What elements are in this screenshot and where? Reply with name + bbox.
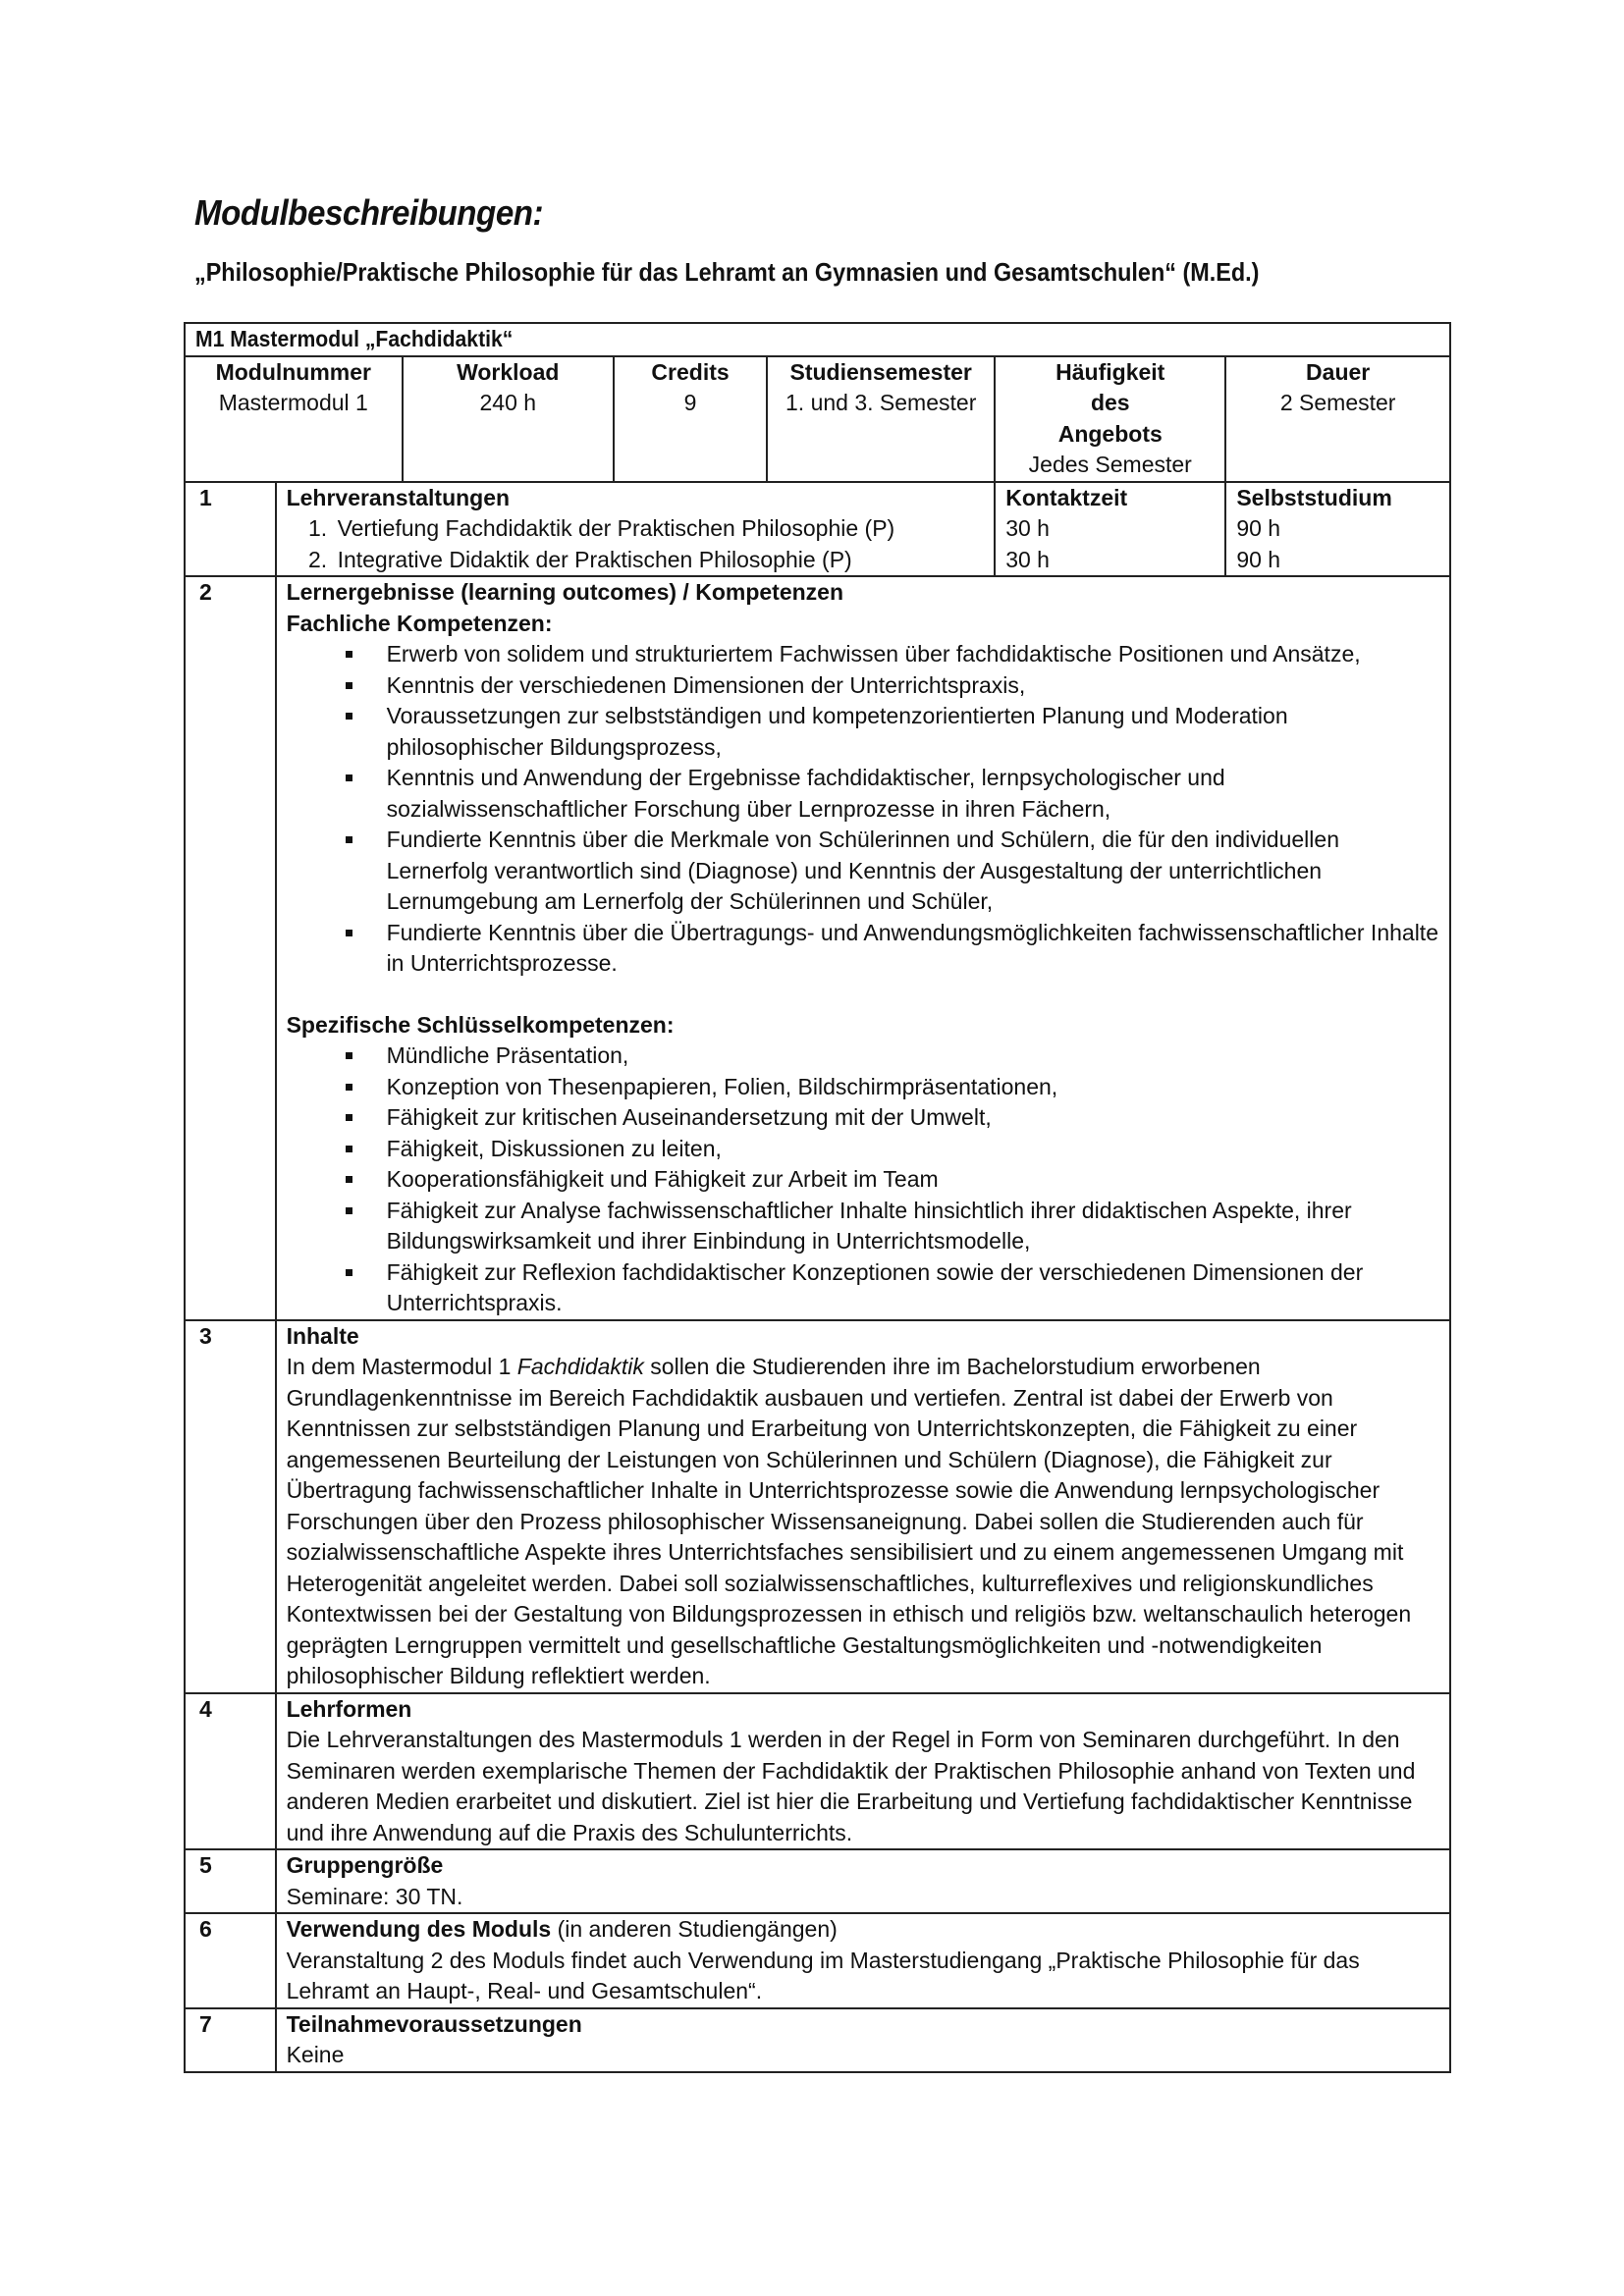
row-number: 1: [185, 482, 276, 577]
self-study-value: 90 h: [1236, 546, 1281, 572]
module-table: [184, 322, 1451, 2073]
bullet-icon: [346, 1114, 352, 1121]
list-item: Erwerb von solidem und strukturiertem Fachwissen über fachdidaktische Positionen und Ansätze,: [346, 639, 1443, 670]
self-study-value: 90 h: [1236, 515, 1281, 541]
row-number: 3: [185, 1320, 276, 1693]
row-text: Seminare: 30 TN.: [286, 1883, 463, 1909]
list-item: 2. Integrative Didaktik der Praktischen Philosophie (P): [334, 545, 989, 576]
list-item: Fundierte Kenntnis über die Merkmale von Schülerinnen und Schülern, die für den individuellen Lernerfolg verantwortlich sind (Diagnose) und Kenntnis der Ausgestaltung der unterrichtlichen Lernumgebung am Lernerfolg der Schülerinnen und Schüler,: [346, 825, 1443, 918]
row-lehrformen: [185, 1693, 1450, 1850]
bullet-icon: [346, 1269, 352, 1276]
bullet-icon: [346, 682, 352, 689]
row-number: 2: [185, 576, 276, 1320]
list-item: Fähigkeit zur Reflexion fachdidaktischer Konzeptionen sowie der verschiedenen Dimensionen der Unterrichtspraxis.: [346, 1257, 1443, 1319]
row-lernergebnisse: [185, 576, 1450, 1320]
course-list: [287, 513, 989, 575]
fachliche-kompetenzen-list: [287, 639, 1443, 980]
module-heading-row: [185, 323, 1450, 356]
row-label: Gruppengröße: [286, 1852, 444, 1878]
list-item: Fähigkeit zur Analyse fachwissenschaftlicher Inhalte hinsichtlich ihrer didaktischen Aspekte, ihrer Bildungswirksamkeit und ihrer Einbindung in Unterrichtsmodelle,: [346, 1196, 1443, 1257]
row-number: 6: [185, 1913, 276, 2008]
row-verwendung: [185, 1913, 1450, 2008]
list-item: Fähigkeit, Diskussionen zu leiten,: [346, 1134, 1443, 1165]
list-item: Konzeption von Thesenpapieren, Folien, Bildschirmpräsentationen,: [346, 1072, 1443, 1103]
bullet-icon: [346, 774, 352, 781]
row-text: In dem Mastermodul 1 Fachdidaktik sollen die Studierenden ihre im Bachelorstudium erworbenen Grundlagenkenntnisse im Bereich Fachdidaktik ausbauen und vertiefen. Zentral ist dabei der Erwerb von Kenntnissen zur selbstständigen Planung und Erarbeitung von Unterrichtskonzepten, die Fähigkeit zu einer angemessenen Beurteilung der Leistungen von Schülerinnen und Schülern (Diagnose), die Fähigkeit zur Übertragung fachwissenschaftlicher Inhalte in Unterrichtsprozesse sowie die Anwendung lernpsychologischer Forschungen über den Prozess philosophischer Wissensaneignung. Dabei sollen die Studierenden auch für sozialwissenschaftliche Aspekte ihres Unterrichtsfaches sensibilisiert und zu einem angemessenen Umgang mit Heterogenität angeleitet werden. Dabei soll sozialwissenschaftliches, kulturreflexives und religionskundliches Kontextwissen bei der Gestaltung von Bildungsprozessen in ethisch und religiös bzw. weltanschaulich heterogen geprägten Lerngruppen vermittelt und gesellschaftliche Gestaltungsmöglichkeiten und -notwendigkeiten philosophischer Bildung reflektiert werden.: [286, 1354, 1412, 1688]
bullet-icon: [346, 1146, 352, 1152]
header-cell-modulnummer: Modulnummer Mastermodul 1: [185, 356, 403, 482]
row-text: Keine: [286, 2042, 345, 2067]
bullet-icon: [346, 836, 352, 843]
bullet-icon: [346, 1052, 352, 1059]
list-item: 1. Vertiefung Fachdidaktik der Praktischen Philosophie (P): [334, 513, 989, 545]
module-header-row: [185, 356, 1450, 482]
contact-value: 30 h: [1005, 546, 1050, 572]
row-teilnahmevoraussetzungen: [185, 2008, 1450, 2072]
row-label: Lehrveranstaltungen: [286, 484, 511, 510]
list-item: Kenntnis und Anwendung der Ergebnisse fachdidaktischer, lernpsychologischer und sozialwissenschaftlicher Forschung über Lernprozesse in ihren Fächern,: [346, 763, 1443, 825]
header-cell-dauer: Dauer 2 Semester: [1225, 356, 1450, 482]
row-lehrveranstaltungen: [185, 482, 1450, 577]
contact-label: Kontaktzeit: [1005, 484, 1128, 510]
schluesselkompetenzen-list: [287, 1041, 1443, 1319]
row-text: Die Lehrveranstaltungen des Mastermoduls 1 werden in der Regel in Form von Seminaren durchgeführt. In den Seminaren werden exemplarische Themen der Fachdidaktik der Praktischen Philosophie anhand von Texten und anderen Medien erarbeitet und diskutiert. Ziel ist hier die Erarbeitung und Vertiefung fachdidaktischer Kenntnisse und ihre Anwendung auf die Praxis des Schulunterrichts.: [286, 1727, 1416, 1845]
header-cell-workload: Workload 240 h: [403, 356, 614, 482]
header-cell-studiensemester: Studiensemester 1. und 3. Semester: [767, 356, 995, 482]
header-cell-credits: Credits 9: [614, 356, 767, 482]
page-subtitle: „Philosophie/Praktische Philosophie für das Lehramt an Gymnasien und Gesamtschulen“ (M.Ed.): [194, 257, 1260, 287]
bullet-icon: [346, 930, 352, 936]
list-item: Voraussetzungen zur selbstständigen und kompetenzorientierten Planung und Moderation philosophischer Bildungsprozess,: [346, 701, 1443, 763]
fachliche-kompetenzen-label: Fachliche Kompetenzen:: [286, 610, 553, 636]
bullet-icon: [346, 713, 352, 720]
list-item: Mündliche Präsentation,: [346, 1041, 1443, 1072]
bullet-icon: [346, 1084, 352, 1091]
row-number: 7: [185, 2008, 276, 2072]
list-item: Fähigkeit zur kritischen Auseinandersetzung mit der Umwelt,: [346, 1102, 1443, 1134]
row-label: Verwendung des Moduls (in anderen Studiengängen): [286, 1916, 838, 1942]
header-cell-haeufigkeit: Häufigkeit des Angebots Jedes Semester: [995, 356, 1225, 482]
contact-value: 30 h: [1005, 515, 1050, 541]
bullet-icon: [346, 1176, 352, 1183]
bullet-icon: [346, 651, 352, 658]
row-label: Teilnahmevoraussetzungen: [286, 2010, 582, 2037]
row-label: Inhalte: [286, 1322, 359, 1349]
list-item: Kooperationsfähigkeit und Fähigkeit zur Arbeit im Team: [346, 1164, 1443, 1196]
row-number: 5: [185, 1849, 276, 1913]
schluesselkompetenzen-label: Spezifische Schlüsselkompetenzen:: [286, 1011, 675, 1038]
row-inhalte: [185, 1320, 1450, 1693]
list-item: Fundierte Kenntnis über die Übertragungs- und Anwendungsmöglichkeiten fachwissenschaftlicher Inhalte in Unterrichtsprozesse.: [346, 918, 1443, 980]
row-gruppengroesse: [185, 1849, 1450, 1913]
list-item: Kenntnis der verschiedenen Dimensionen der Unterrichtspraxis,: [346, 670, 1443, 702]
bullet-icon: [346, 1207, 352, 1214]
row-label: Lehrformen: [286, 1695, 412, 1722]
page-title: Modulbeschreibungen:: [194, 192, 544, 233]
self-study-label: Selbststudium: [1236, 484, 1392, 510]
row-number: 4: [185, 1693, 276, 1850]
row-label: Lernergebnisse (learning outcomes) / Kompetenzen: [286, 579, 844, 605]
module-heading: M1 Mastermodul „Fachdidaktik“: [195, 326, 514, 351]
row-text: Veranstaltung 2 des Moduls findet auch Verwendung im Masterstudiengang „Praktische Philosophie für das Lehramt an Haupt-, Real- und Gesamtschulen“.: [286, 1947, 1360, 2003]
